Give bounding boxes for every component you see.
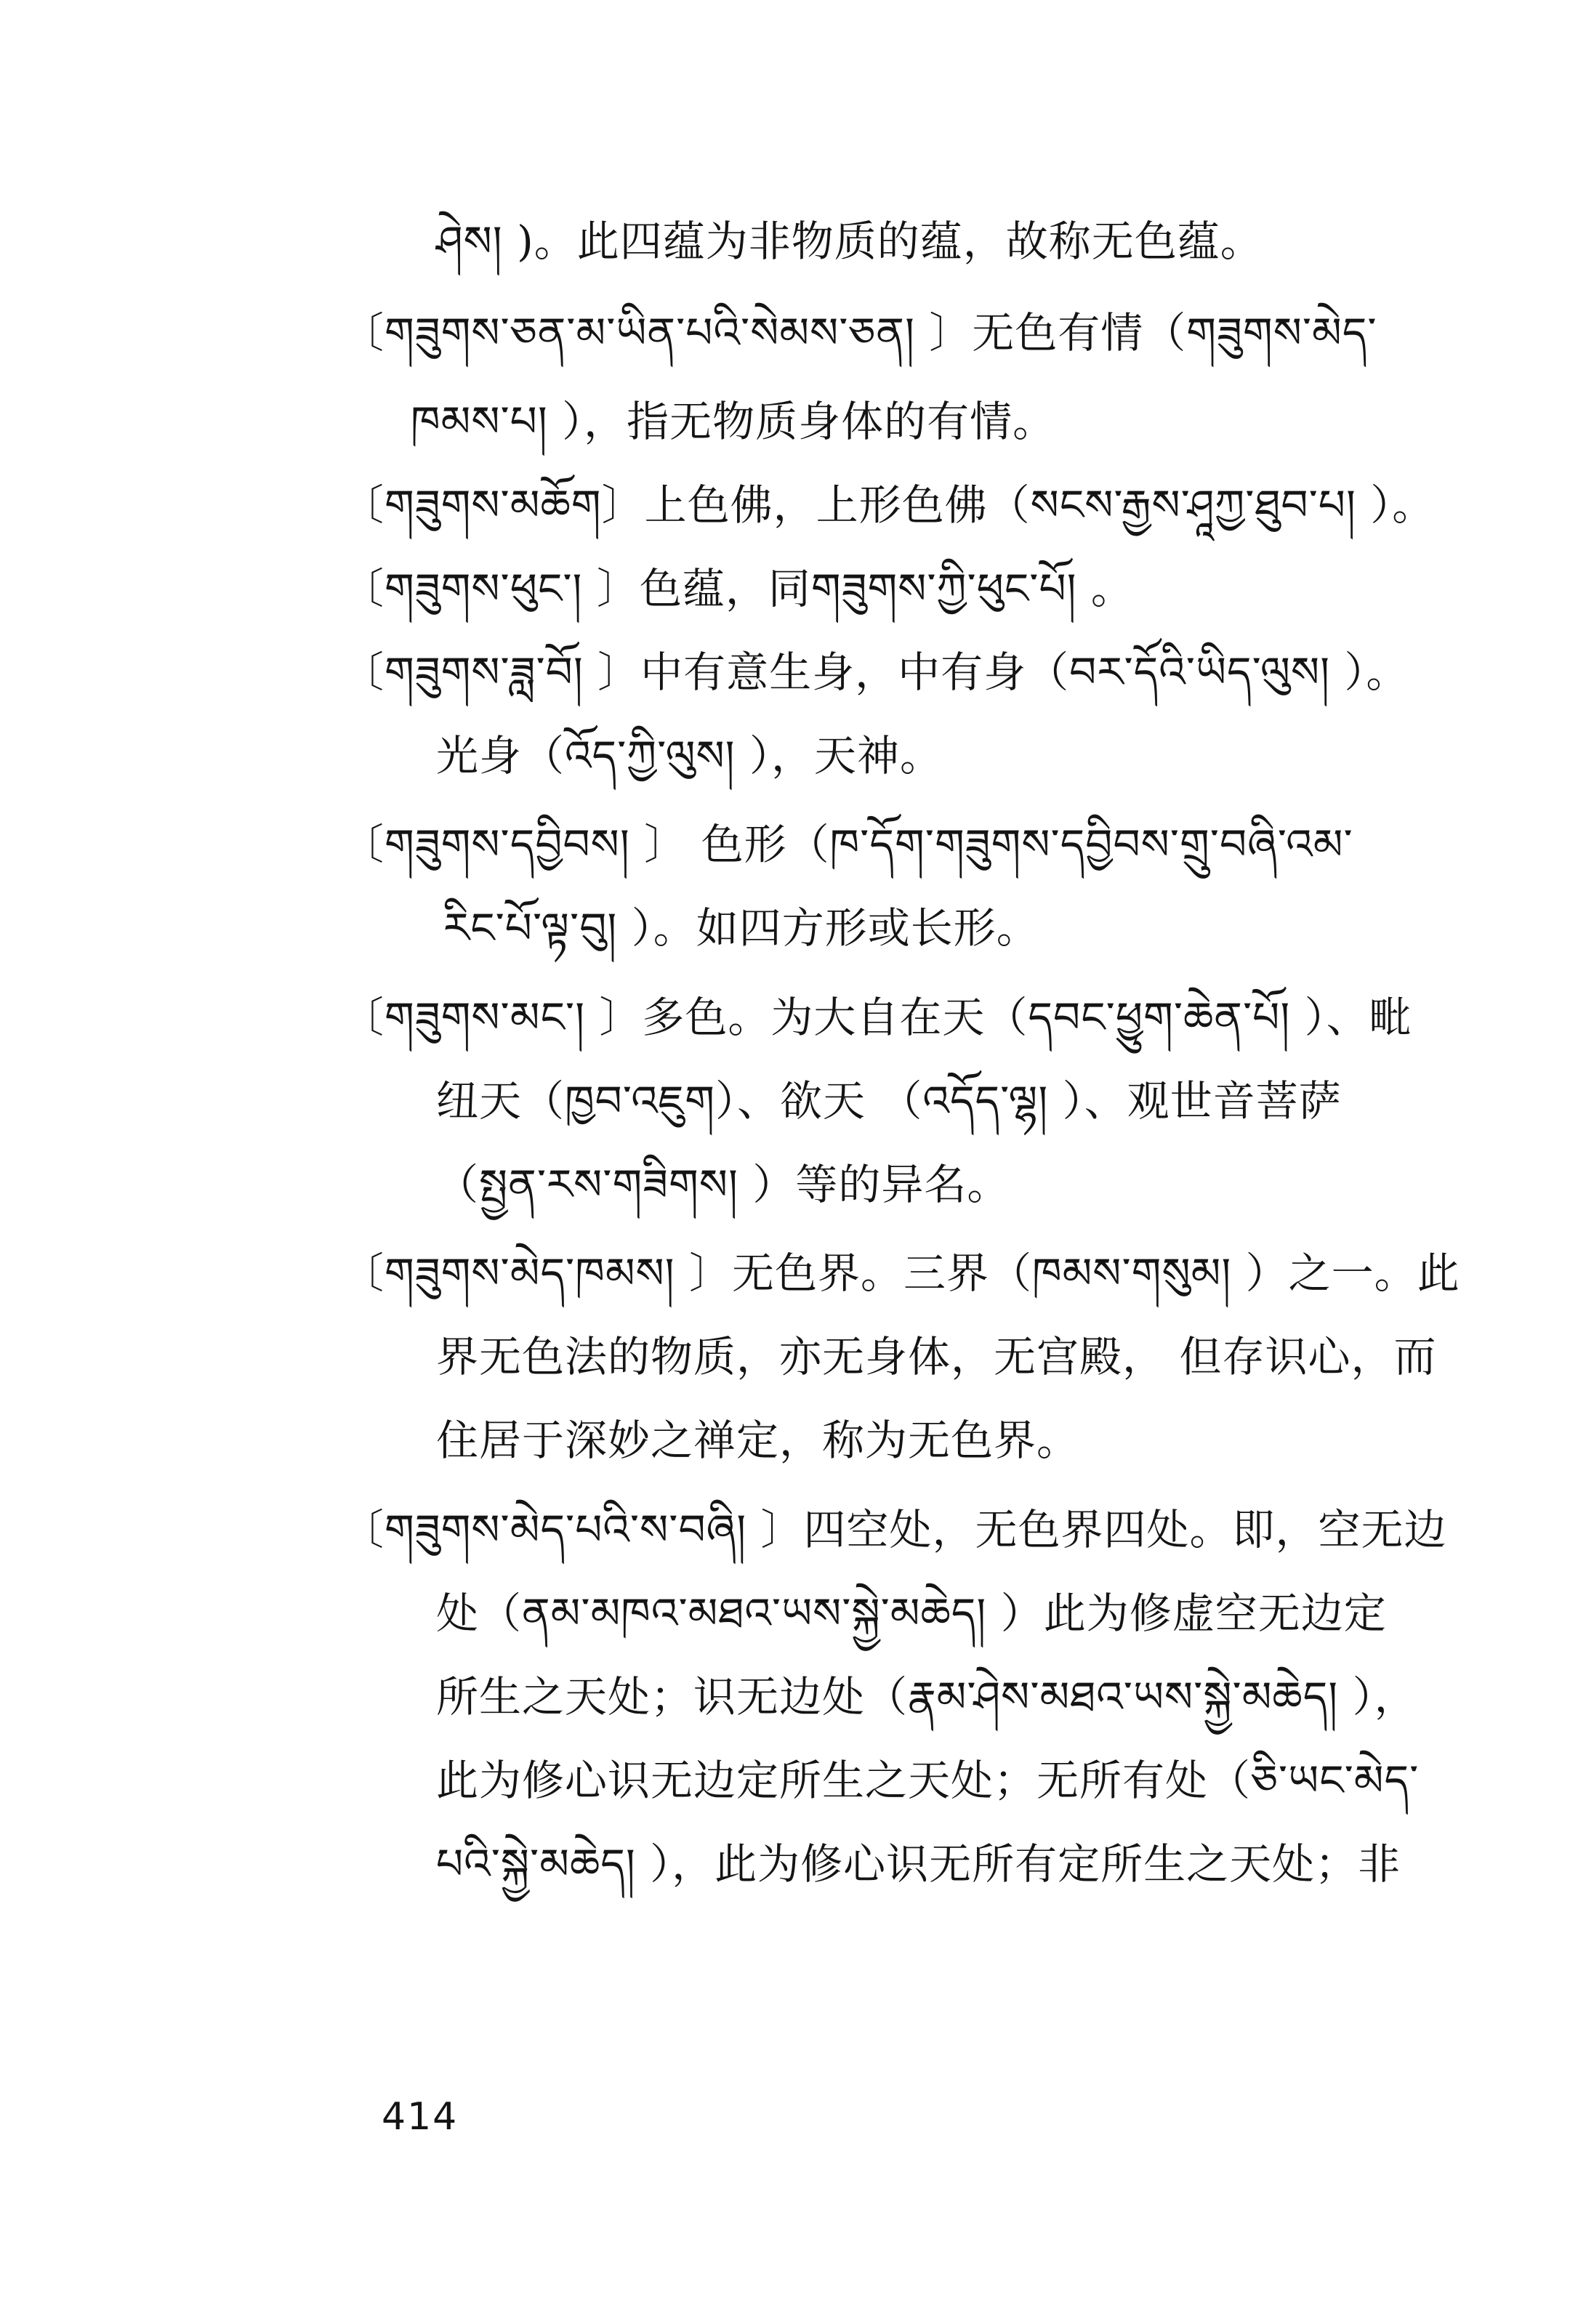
- text-line: ཤེས། )。此四蕴为非物质的蕴，故称无色蕴。: [436, 217, 1263, 266]
- page-number: 414: [382, 2095, 459, 2139]
- text-line: 所生之天处；识无边处（རྣམ་ཤེས་མཐའ་ཡས་སྐྱེ་མཆེད། ），: [436, 1672, 1417, 1722]
- text-line: རིང་པོ་ལྟ་བུ། ）。如四方形或长形。: [443, 903, 1039, 953]
- text-line: 〔གཟུགས་མེད་པའི་ས་བཞི། 〕四空处，无色界四处。即，空无边: [342, 1505, 1447, 1554]
- text-line: 〔གཟུགས་མང་། 〕多色。为大自在天（དབང་ཕྱུག་ཆེན་པོ། ）、毗: [342, 993, 1412, 1042]
- text-line: པའི་སྐྱེ་མཆེད། ），此为修心识无所有定所生之天处；非: [436, 1839, 1401, 1889]
- text-line: 住居于深妙之禅定，称为无色界。: [436, 1416, 1080, 1465]
- text-line: ཁམས་པ། ），指无物质身体的有情。: [411, 397, 1056, 446]
- text-line: 〔གཟུགས་མེད་ཁམས། 〕无色界。三界（ཁམས་གསུམ། ）之一。此: [342, 1248, 1460, 1298]
- text-line: （སྤྱན་རས་གཟིགས། ）等的异名。: [436, 1160, 1010, 1209]
- text-line: 此为修心识无边定所生之天处；无所有处（ཅི་ཡང་མེད་: [436, 1756, 1420, 1805]
- text-line: 〔གཟུགས་དབྱིབས། 〕 色形（ཁ་དོག་གཟུགས་དབྱིབས་གྲུ་བཞི་འམ་: [342, 820, 1353, 869]
- text-line: 〔གཟུགས་མཆོག〕上色佛，上形色佛（སངས་རྒྱས་ཤཱཀྱ་ཐུབ་པ། ）。: [342, 480, 1436, 530]
- text-line: 〔གཟུགས་ཅན་མ་ཡིན་པའི་སེམས་ཅན། 〕无色有情（གཟུགས་མེད་: [342, 308, 1377, 358]
- text-line: 处（ནམ་མཁའ་མཐའ་ཡས་སྐྱེ་མཆེད། ）此为修虚空无边定: [436, 1589, 1387, 1638]
- text-line: 〔གཟུགས་ཕུང་། 〕色蕴，同གཟུགས་ཀྱི་ཕུང་པོ། 。: [342, 564, 1134, 613]
- text-line: 界无色法的物质，亦无身体，无宫殿， 但存识心，而: [436, 1332, 1437, 1381]
- text-line: 〔གཟུགས་ཟླ་བོ། 〕中有意生身，中有身（བར་དོའི་ཡིད་ལུས། ）。: [342, 647, 1409, 697]
- text-line: 纽天（ཁྱབ་འཇུག）、欲天 （འདོད་ལྷ། ）、观世音菩萨: [436, 1076, 1342, 1126]
- text-line: 光身（འོད་ཀྱི་ལུས། ），天神。: [436, 731, 943, 780]
